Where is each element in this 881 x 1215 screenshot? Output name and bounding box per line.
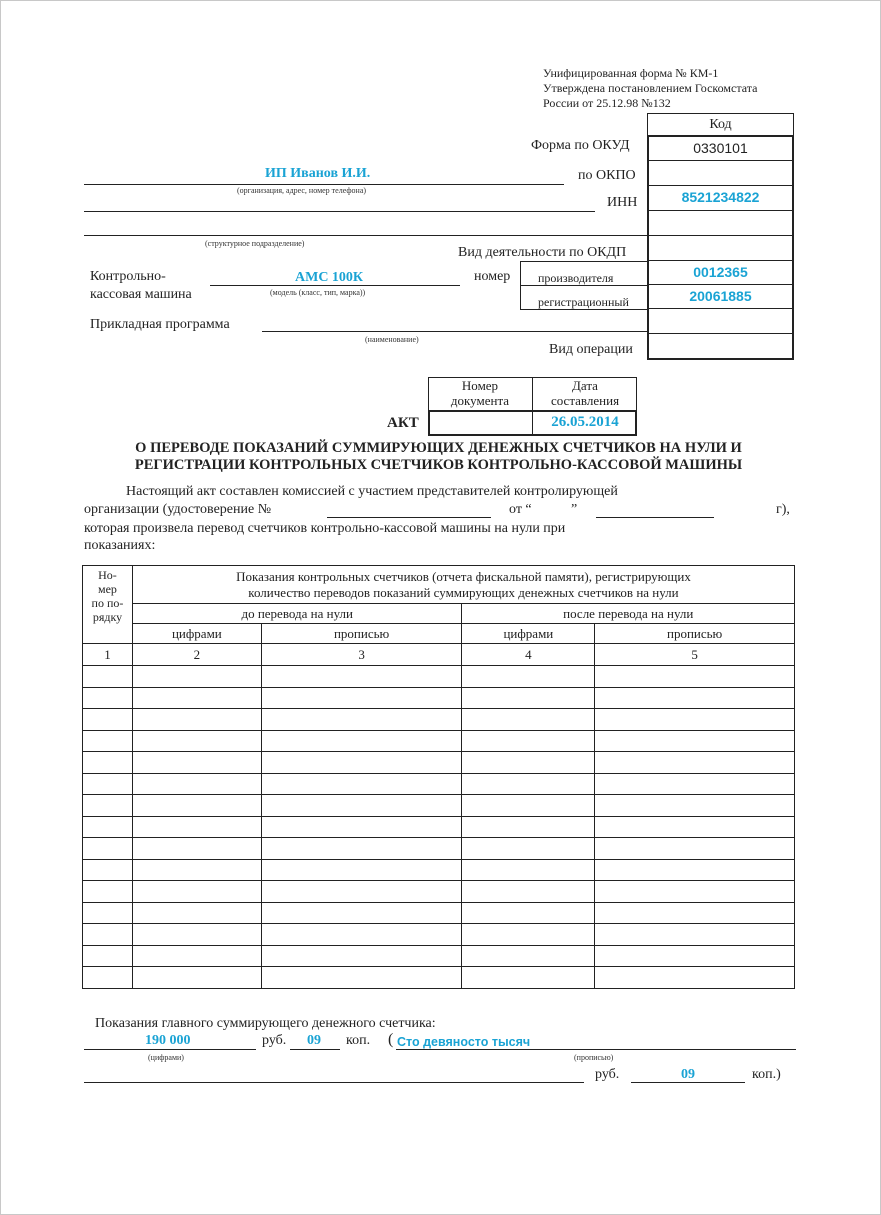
table-row [83, 859, 795, 881]
col-number: 2 [132, 644, 261, 666]
body-p2a: организации (удостоверение № [84, 502, 272, 517]
table-cell [83, 924, 133, 946]
app-line [262, 331, 647, 332]
org-name-value: ИП Иванов И.И. [265, 166, 371, 181]
manufacturer-label: производителя [538, 271, 614, 285]
inn-value: 8521234822 [681, 189, 760, 205]
footer-words-value: Сто девяносто тысяч [397, 1035, 531, 1049]
number-label: номер [474, 269, 511, 284]
footer-digits-caption: (цифрами) [148, 1053, 184, 1062]
footer-kop-label: коп. [346, 1033, 371, 1048]
table-cell [462, 945, 595, 967]
footer-kop-line-2 [631, 1082, 745, 1083]
form-header-line3: России от 25.12.98 №132 [543, 96, 671, 110]
app-caption: (наименование) [365, 335, 419, 344]
app-label: Прикладная программа [90, 317, 230, 332]
date-value: 26.05.2014 [551, 414, 619, 430]
table-row [83, 816, 795, 838]
table-cell [83, 859, 133, 881]
table-cell [595, 838, 795, 860]
table-cell [132, 881, 261, 903]
table-cell [83, 773, 133, 795]
footer-digits-value: 190 000 [145, 1033, 191, 1048]
table-cell [462, 709, 595, 731]
footer-digits-line [84, 1049, 256, 1050]
table-cell [261, 752, 462, 774]
table-cell [595, 859, 795, 881]
group-header-cell [132, 566, 794, 604]
table-cell [462, 816, 595, 838]
table-cell [83, 687, 133, 709]
table-cell [462, 666, 595, 688]
title-line1: О ПЕРЕВОДЕ ПОКАЗАНИЙ СУММИРУЮЩИХ ДЕНЕЖНЫХ СЧЕТЧИКОВ НА НУЛИ И [135, 440, 742, 456]
empty-cell [647, 211, 794, 236]
okpo-cell [647, 161, 794, 186]
col-number: 3 [261, 644, 462, 666]
table-cell [595, 666, 795, 688]
col-number: 5 [595, 644, 795, 666]
table-cell [595, 902, 795, 924]
table-cell [83, 945, 133, 967]
kkm-line [210, 285, 460, 286]
footer-words-caption: (прописью) [574, 1053, 614, 1062]
table-cell [261, 816, 462, 838]
footer-rub-label: руб. [262, 1033, 287, 1048]
footer-kop-label-2: коп.) [752, 1067, 781, 1082]
table-body [83, 666, 795, 989]
table-cell [595, 967, 795, 989]
table-cell [261, 924, 462, 946]
okud-value: 0330101 [693, 140, 748, 156]
footer-open-paren: ( [388, 1031, 394, 1048]
table-cell [261, 945, 462, 967]
table-row [83, 687, 795, 709]
table-row [83, 945, 795, 967]
table-cell [261, 859, 462, 881]
col1-header-3: по по- [91, 596, 124, 610]
kkm-caption: (модель (класс, тип, марка)) [270, 288, 366, 297]
okdp-label: Вид деятельности по ОКДП [458, 245, 627, 260]
after-header: после перевода на нули [462, 604, 795, 624]
table-cell [595, 924, 795, 946]
table-cell [132, 709, 261, 731]
title-line2: РЕГИСТРАЦИИ КОНТРОЛЬНЫХ СЧЕТЧИКОВ КОНТРОЛЬНО-КАССОВОЙ МАШИНЫ [134, 457, 743, 473]
table-cell [261, 795, 462, 817]
table-cell [595, 687, 795, 709]
table-cell [595, 752, 795, 774]
table-row [83, 709, 795, 731]
col1-header-1: Но- [98, 568, 117, 582]
table-cell [462, 859, 595, 881]
body-p4: показаниях: [84, 538, 156, 553]
org-name-line-2 [84, 211, 595, 212]
footer-words-line-2 [84, 1082, 584, 1083]
group-header-2: количество переводов показаний суммирующих денежных счетчиков на нули [248, 584, 679, 600]
table-cell [83, 752, 133, 774]
table-cell [83, 816, 133, 838]
col-number: 4 [462, 644, 595, 666]
table-row [83, 924, 795, 946]
act-label: АКТ [387, 415, 419, 431]
table-cell [462, 967, 595, 989]
table-cell [132, 967, 261, 989]
okpo-label: по ОКПО [578, 168, 636, 183]
footer-words-line [396, 1049, 796, 1050]
after-words-header: прописью [595, 624, 795, 644]
table-cell [83, 881, 133, 903]
blank-cell [647, 309, 794, 334]
division-caption: (структурное подразделение) [205, 239, 305, 248]
table-cell [132, 666, 261, 688]
table-cell [261, 902, 462, 924]
table-row [83, 730, 795, 752]
table-cell [261, 773, 462, 795]
table-cell [132, 795, 261, 817]
table-cell [595, 730, 795, 752]
table-cell [83, 902, 133, 924]
table-cell [132, 773, 261, 795]
body-p2d: г), [776, 502, 790, 517]
kkm-value: АМС 100К [295, 270, 364, 285]
col1-header-2: мер [98, 582, 117, 596]
table-row [83, 666, 795, 688]
table-cell [132, 859, 261, 881]
docnum-header-1: Номер [461, 378, 499, 393]
table-row [83, 838, 795, 860]
org-name-caption: (организация, адрес, номер телефона) [237, 186, 367, 195]
before-words-header: прописью [261, 624, 462, 644]
col1-header-cell [83, 566, 133, 644]
footer-rub-label-2: руб. [595, 1067, 620, 1082]
registration-label: регистрационный [538, 295, 629, 309]
table-cell [261, 838, 462, 860]
table-cell [132, 816, 261, 838]
table-cell [83, 709, 133, 731]
table-cell [595, 709, 795, 731]
footer-kop-value-2: 09 [681, 1067, 695, 1082]
operation-label: Вид операции [549, 342, 633, 357]
kkm-label-1: Контрольно- [90, 269, 166, 284]
table-row [83, 752, 795, 774]
table-cell [462, 838, 595, 860]
kkm-label-2: кассовая машина [90, 287, 192, 302]
table-cell [595, 945, 795, 967]
table-row [83, 967, 795, 989]
table-row [83, 902, 795, 924]
date-header-1: Дата [572, 378, 598, 393]
counters-table [82, 565, 795, 989]
table-cell [83, 666, 133, 688]
body-p2b: от “ [509, 502, 532, 517]
table-cell [462, 752, 595, 774]
table-cell [132, 945, 261, 967]
table-cell [595, 773, 795, 795]
col1-header-4: рядку [92, 610, 123, 624]
table-cell [132, 838, 261, 860]
okud-label: Форма по ОКУД [531, 138, 630, 153]
table-cell [83, 838, 133, 860]
form-header-line2: Утверждена постановлением Госкомстата [543, 81, 758, 95]
table-cell [261, 967, 462, 989]
before-header: до перевода на нули [132, 604, 462, 624]
table-cell [462, 687, 595, 709]
after-digits-header: цифрами [462, 624, 595, 644]
table-cell [261, 881, 462, 903]
code-header: Код [647, 113, 794, 136]
group-header-1: Показания контрольных счетчиков (отчета фискальной памяти), регистрирующих [236, 568, 691, 584]
cert-number-line [327, 517, 491, 518]
table-cell [462, 773, 595, 795]
registration-value: 20061885 [689, 288, 752, 304]
table-cell [595, 816, 795, 838]
footer-kop-line [290, 1049, 340, 1050]
before-digits-header: цифрами [132, 624, 261, 644]
table-cell [261, 730, 462, 752]
inn-label: ИНН [607, 195, 638, 210]
org-name-line [84, 184, 564, 185]
table-row [83, 795, 795, 817]
table-cell [261, 666, 462, 688]
body-p2c: ” [571, 502, 578, 517]
footer-kop-value: 09 [307, 1033, 321, 1048]
table-cell [462, 902, 595, 924]
table-row [83, 881, 795, 903]
division-line [84, 235, 647, 236]
table-cell [132, 687, 261, 709]
body-p3: которая произвела перевод счетчиков контрольно-кассовой машины на нули при [84, 521, 566, 536]
manufacturer-value: 0012365 [693, 264, 748, 280]
table-cell [595, 881, 795, 903]
table-cell [462, 924, 595, 946]
table-cell [595, 795, 795, 817]
table-cell [83, 730, 133, 752]
footer-label: Показания главного суммирующего денежного счетчика: [95, 1016, 436, 1031]
table-cell [83, 967, 133, 989]
table-cell [462, 881, 595, 903]
body-p1: Настоящий акт составлен комиссией с участием представителей контролирующей [126, 484, 618, 499]
table-cell [462, 730, 595, 752]
table-cell [83, 795, 133, 817]
date-header-2: составления [550, 393, 620, 408]
col-number: 1 [83, 644, 133, 666]
docnum-header-2: документа [450, 393, 510, 408]
okdp-cell [647, 236, 794, 261]
cert-date-line [596, 517, 714, 518]
form-header-line1: Унифицированная форма № КМ-1 [543, 66, 719, 80]
table-cell [132, 902, 261, 924]
table-cell [132, 924, 261, 946]
table-cell [132, 752, 261, 774]
table-cell [132, 730, 261, 752]
table-cell [261, 709, 462, 731]
table-cell [462, 795, 595, 817]
table-cell [261, 687, 462, 709]
table-row [83, 773, 795, 795]
